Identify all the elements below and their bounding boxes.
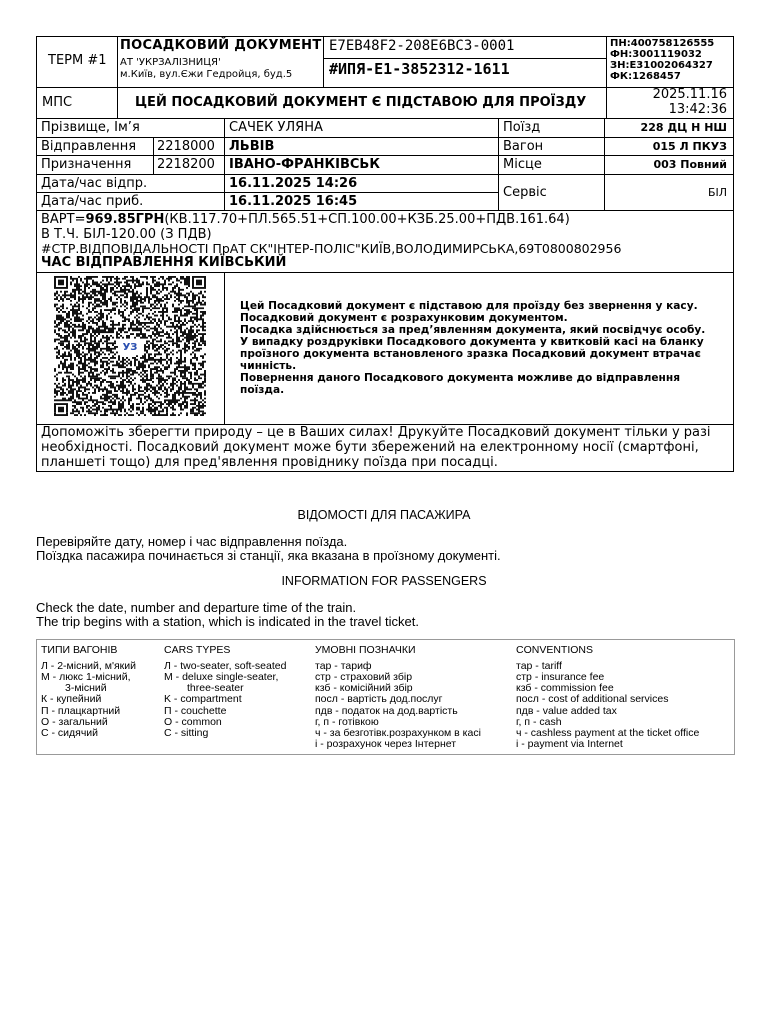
legend-item: і - payment via Internet bbox=[516, 738, 623, 750]
notice-line: У випадку роздруківки Посадкового документа у квитковій касі на бланку bbox=[240, 336, 704, 348]
seat-label: Місце bbox=[503, 157, 542, 172]
notice-line: поїзда. bbox=[240, 384, 285, 396]
departure-label: Відправлення bbox=[41, 139, 137, 154]
fare-total: 969.85ГРН bbox=[85, 212, 165, 227]
company-address: м.Київ, вул.Єжи Гедройця, буд.5 bbox=[120, 69, 293, 80]
info-ua-line: Перевіряйте дату, номер і час відправлення поїзда. bbox=[36, 534, 348, 549]
legend-item: кзб - commission fee bbox=[516, 682, 614, 694]
legend-item: ч - за безготівк.розрахунком в касі bbox=[315, 727, 481, 739]
grid-line bbox=[604, 118, 605, 210]
info-en-line: Check the date, number and departure time of the train. bbox=[36, 600, 357, 615]
fare-included: В Т.Ч. БІЛ-120.00 (З ПДВ) bbox=[41, 227, 212, 242]
grid-line bbox=[224, 118, 225, 210]
legend-item: кзб - комісійний збір bbox=[315, 682, 413, 694]
legend-item: О - загальний bbox=[41, 716, 108, 728]
grid-line bbox=[117, 36, 118, 88]
fiscal-pn: ПН:400758126555 bbox=[610, 38, 715, 49]
service-value: БІЛ bbox=[707, 186, 727, 199]
service-label: Сервіс bbox=[503, 185, 547, 200]
legend-item: стр - страховий збір bbox=[315, 671, 413, 683]
legend-item: тар - тариф bbox=[315, 660, 372, 672]
fare-breakdown: (КВ.117.70+ПЛ.565.51+СП.100.00+КЗБ.25.00+ПДВ.161.64) bbox=[164, 212, 570, 227]
timezone-note: ЧАС ВІДПРАВЛЕННЯ КИЇВСЬКИЙ bbox=[41, 255, 287, 270]
qr-code bbox=[54, 276, 206, 416]
legend-item: C - sitting bbox=[164, 727, 209, 739]
train-label: Поїзд bbox=[503, 120, 541, 135]
destination-label: Призначення bbox=[41, 157, 132, 172]
grid-line bbox=[36, 192, 498, 193]
fiscal-fk: ФК:1268457 bbox=[610, 71, 681, 82]
arrival-datetime-label: Дата/час приб. bbox=[41, 194, 144, 209]
fiscal-fn: ФН:3001119032 bbox=[610, 49, 702, 60]
departure-datetime: 16.11.2025 14:26 bbox=[229, 176, 358, 191]
legend-item: M - deluxe single-seater, bbox=[164, 671, 279, 683]
legend-item: г, п - готівкою bbox=[315, 716, 379, 728]
notice-line: Цей Посадковий документ є підставою для проїзду без звернення у касу. bbox=[240, 300, 698, 312]
grid-line bbox=[36, 118, 733, 119]
mps-label: МПС bbox=[42, 95, 73, 110]
legend-item: Л - two-seater, soft-seated bbox=[164, 660, 287, 672]
notice-block bbox=[240, 300, 705, 396]
validity-statement: ЦЕЙ ПОСАДКОВИЙ ДОКУМЕНТ Є ПІДСТАВОЮ ДЛЯ ПРОЇЗДУ bbox=[135, 95, 587, 110]
grid-line bbox=[498, 118, 499, 210]
legend-item: г, п - cash bbox=[516, 716, 562, 728]
issue-date: 2025.11.16 bbox=[652, 87, 727, 102]
grid-line bbox=[36, 155, 733, 156]
legend-item: К - купейний bbox=[41, 693, 102, 705]
notice-line: Посадка здійснюється за пред’явленням документа, який посвідчує особу. bbox=[240, 324, 706, 336]
arrival-datetime: 16.11.2025 16:45 bbox=[229, 194, 358, 209]
legend-item: O - common bbox=[164, 716, 222, 728]
destination-station: ІВАНО-ФРАНКІВСЬК bbox=[229, 157, 380, 172]
legend-item: П - couchette bbox=[164, 705, 227, 717]
grid-line bbox=[36, 137, 733, 138]
grid-line bbox=[36, 272, 733, 273]
legend-table bbox=[36, 639, 735, 755]
legend-item: пдв - value added tax bbox=[516, 705, 617, 717]
document-id: E7EB48F2-208E6BC3-0001 bbox=[329, 38, 515, 54]
legend-item: і - розрахунок через Інтернет bbox=[315, 738, 457, 750]
departure-datetime-label: Дата/час відпр. bbox=[41, 176, 148, 191]
qr-logo: УЗ bbox=[122, 342, 138, 353]
document-number: #ИПЯ-Е1-3852312-1611 bbox=[329, 60, 510, 78]
legend-item: С - сидячий bbox=[41, 727, 99, 739]
legend-head-conventions-en: CONVENTIONS bbox=[516, 644, 594, 656]
legend-item: K - compartment bbox=[164, 693, 242, 705]
grid-line bbox=[117, 87, 118, 119]
departure-station: ЛЬВІВ bbox=[229, 139, 275, 154]
legend-item: Л - 2-місний, м'який bbox=[41, 660, 136, 672]
notice-line: чинність. bbox=[240, 360, 297, 372]
grid-line bbox=[323, 58, 606, 59]
legend-item: М - люкс 1-місний, bbox=[41, 671, 131, 683]
seat-number: 003 Повний bbox=[653, 158, 727, 171]
info-en-title: INFORMATION FOR PASSENGERS bbox=[281, 574, 487, 588]
car-number: 015 Л ПКУЗ bbox=[652, 140, 727, 153]
eco-line: планшеті тощо) для пред'явлення провіднику поїзда при посадці. bbox=[41, 455, 498, 470]
legend-item: посл - cost of additional services bbox=[516, 693, 669, 705]
grid-line bbox=[224, 272, 225, 424]
eco-line: Допоможіть зберегти природу – це в Ваших силах! Друкуйте Посадковий документ тільки у разі bbox=[41, 425, 711, 440]
legend-item: тар - tariff bbox=[516, 660, 562, 672]
legend-item: П - плацкартний bbox=[41, 705, 121, 717]
info-ua-line: Поїздка пасажира починається зі станції, яка вказана в проїзному документі. bbox=[36, 548, 501, 563]
passenger-name-label: Прізвище, Ім’я bbox=[41, 120, 140, 135]
car-label: Вагон bbox=[503, 139, 544, 154]
terminal-label: ТЕРМ #1 bbox=[48, 53, 107, 68]
legend-head-car-types-en: CARS TYPES bbox=[164, 644, 231, 656]
legend-item: ч - cashless payment at the ticket office bbox=[516, 727, 700, 739]
legend-item: посл - вартість дод.послуг bbox=[315, 693, 443, 705]
info-ua-title: ВІДОМОСТІ ДЛЯ ПАСАЖИРА bbox=[297, 508, 471, 522]
legend-head-car-types-ua: ТИПИ ВАГОНІВ bbox=[41, 644, 118, 656]
notice-line: Повернення даного Посадкового документа можливе до відправлення bbox=[240, 372, 680, 384]
legend-item: стр - insurance fee bbox=[516, 671, 605, 683]
legend-item: three-seater bbox=[187, 682, 244, 694]
notice-line: Посадковий документ є розрахунковим документом. bbox=[240, 312, 568, 324]
document-type: ПОСАДКОВИЙ ДОКУМЕНТ bbox=[120, 38, 322, 53]
departure-code: 2218000 bbox=[157, 139, 215, 154]
destination-code: 2218200 bbox=[157, 157, 215, 172]
eco-line: необхідності. Посадковий документ може бути збережений на електронному носії (смартфоні, bbox=[41, 440, 699, 455]
fare-line bbox=[41, 212, 570, 227]
fiscal-zn: ЗН:Е31002064327 bbox=[610, 60, 713, 71]
grid-line bbox=[36, 87, 733, 88]
legend-head-conventions-ua: УМОВНІ ПОЗНАЧКИ bbox=[315, 644, 416, 656]
insurance-line: #СТР.ВІДПОВІДАЛЬНОСТІ ПрАТ СК"ІНТЕР-ПОЛІС"КИЇВ,ВОЛОДИМИРСЬКА,69Т0800802956 bbox=[41, 241, 622, 256]
passenger-name: САЧЕК УЛЯНА bbox=[229, 120, 323, 135]
company-name: АТ 'УКРЗАЛІЗНИЦЯ' bbox=[120, 57, 221, 68]
grid-line bbox=[323, 36, 324, 88]
grid-line bbox=[36, 174, 733, 175]
grid-line bbox=[36, 210, 733, 211]
eco-note bbox=[41, 425, 711, 470]
issue-time: 13:42:36 bbox=[668, 102, 727, 117]
grid-line bbox=[153, 137, 154, 174]
legend-item: пдв - податок на дод.вартість bbox=[315, 705, 458, 717]
info-en-line: The trip begins with a station, which is indicated in the travel ticket. bbox=[36, 614, 419, 629]
train-number: 228 ДЦ Н НШ bbox=[640, 121, 727, 134]
grid-line bbox=[606, 36, 607, 119]
notice-line: проїзного документа встановленого зразка Посадковий документ втрачає bbox=[240, 348, 701, 360]
legend-item: 3-місний bbox=[65, 682, 107, 694]
fare-prefix: ВАРТ= bbox=[41, 212, 86, 227]
